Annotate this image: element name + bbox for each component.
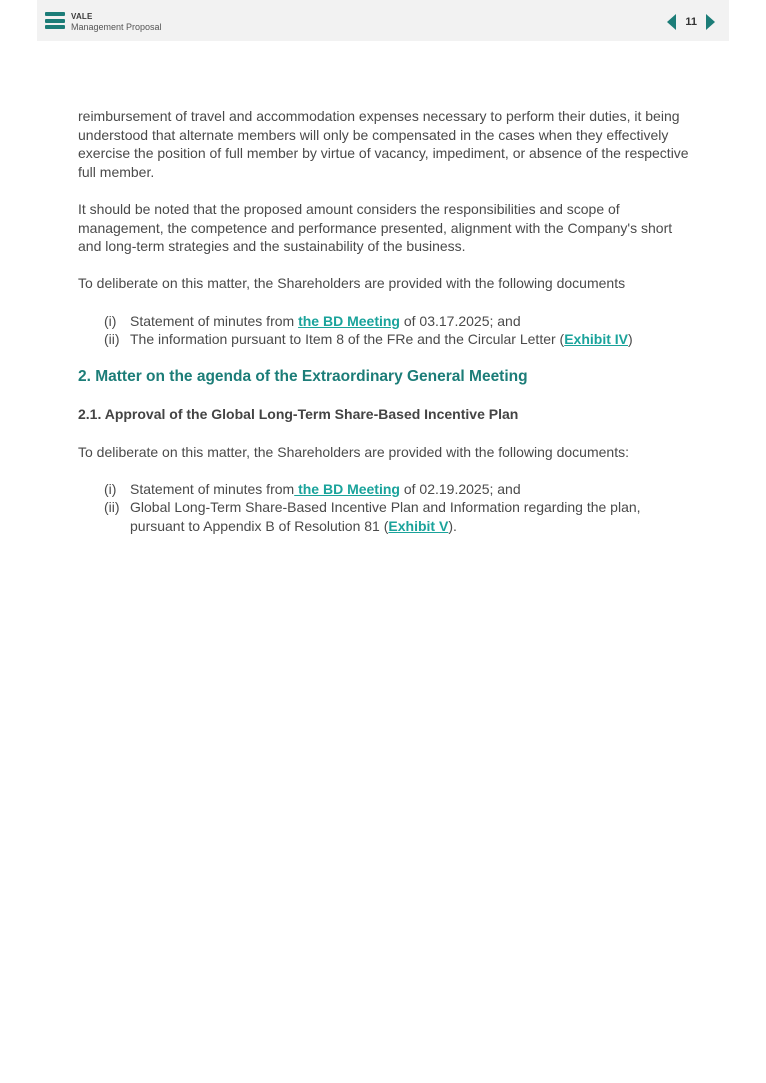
- bd-meeting-link[interactable]: the BD Meeting: [294, 480, 400, 497]
- list-text: ): [628, 331, 633, 348]
- paragraph: To deliberate on this matter, the Shareholders are provided with the following documents:: [78, 443, 629, 460]
- list-text: Statement of minutes from: [130, 312, 299, 329]
- documents-list: [78, 480, 698, 536]
- paragraph: reimbursement of travel and accommodation expenses necessary to perform their duties, it being understood that alternate members will only be compensated in the cases when they effectively exercise the position of full member by virtue of vacancy, impediment, or absence of the respective full member.: [78, 108, 689, 180]
- list-number: (ii): [104, 331, 120, 348]
- list-text: ).: [448, 517, 457, 534]
- list-number: (i): [104, 480, 117, 497]
- subsection-heading: 2.1. Approval of the Global Long-Term Share-Based Incentive Plan: [78, 406, 519, 423]
- list-number: (ii): [104, 499, 120, 516]
- list-item: [78, 330, 698, 349]
- brand-subtitle: Management Proposal: [71, 22, 162, 32]
- paragraph: It should be noted that the proposed amount considers the responsibilities and scope of management, the competence and performance presented, alignment with the Company's short and long-term strategies and the sustainability of the business.: [78, 200, 673, 255]
- paragraph: To deliberate on this matter, the Shareholders are provided with the following documents: [78, 275, 626, 292]
- list-text: of 02.19.2025; and: [399, 480, 521, 497]
- list-number: (i): [104, 312, 117, 329]
- next-page-icon[interactable]: [706, 14, 715, 30]
- page-number: 11: [685, 16, 697, 28]
- document-body: [78, 107, 698, 554]
- menu-icon[interactable]: [45, 12, 65, 29]
- exhibit-v-link[interactable]: Exhibit V: [388, 517, 449, 534]
- section-heading: 2. Matter on the agenda of the Extraordinary General Meeting: [78, 368, 528, 386]
- list-item: [78, 498, 698, 535]
- brand-name: VALE: [71, 12, 93, 21]
- pager: [667, 14, 715, 30]
- brand: [71, 11, 162, 33]
- page-header: [37, 0, 729, 41]
- list-text: The information pursuant to Item 8 of the FRe and the Circular Letter (: [130, 331, 565, 348]
- list-text: Global Long-Term Share-Based Incentive Plan and Information regarding the plan, pursuant to Appendix B of Resolution 81 (: [130, 499, 641, 534]
- list-item: [78, 312, 698, 331]
- list-text: of 03.17.2025; and: [399, 312, 521, 329]
- previous-page-icon[interactable]: [667, 14, 676, 30]
- documents-list: [78, 312, 698, 349]
- exhibit-iv-link[interactable]: Exhibit IV: [564, 331, 629, 348]
- bd-meeting-link[interactable]: the BD Meeting: [298, 312, 400, 329]
- list-item: [78, 480, 698, 499]
- list-text: Statement of minutes from: [130, 480, 295, 497]
